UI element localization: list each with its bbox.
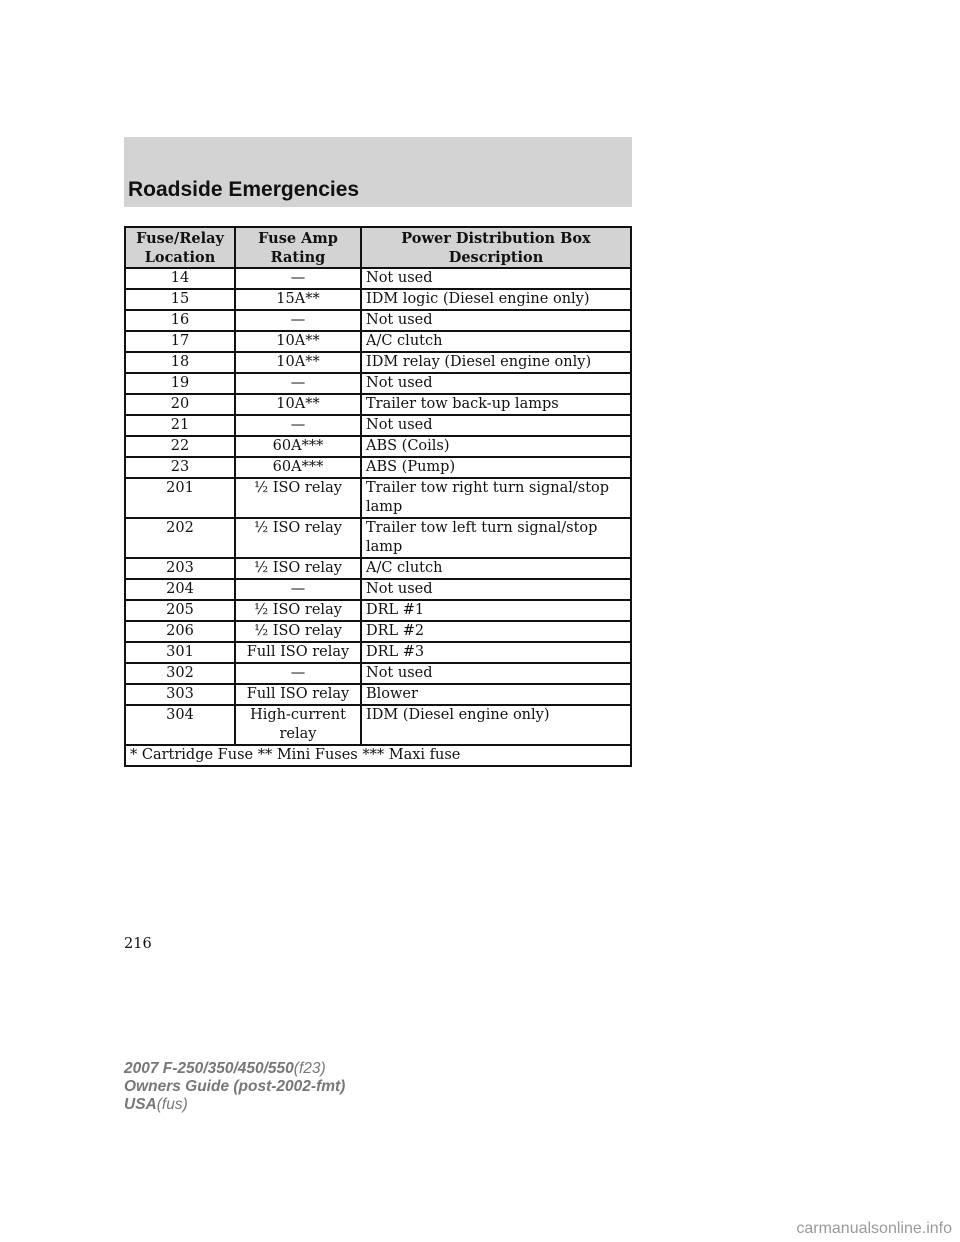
page-number: 216 <box>124 936 152 952</box>
table-row <box>125 415 631 436</box>
cell-description: A/C clutch <box>361 558 631 579</box>
cell-amp-rating: 10A** <box>235 331 361 352</box>
table-row <box>125 478 631 518</box>
table-row <box>125 268 631 289</box>
table-row <box>125 579 631 600</box>
cell-amp-rating: ½ ISO relay <box>235 558 361 579</box>
table-row <box>125 373 631 394</box>
cell-location: 303 <box>125 684 235 705</box>
cell-amp-rating: — <box>235 268 361 289</box>
footer-model-code: (f23) <box>293 1060 326 1077</box>
cell-description: Blower <box>361 684 631 705</box>
table-footnote-row <box>125 745 631 766</box>
table-row <box>125 600 631 621</box>
table-row <box>125 705 631 745</box>
cell-description: Trailer tow back-up lamps <box>361 394 631 415</box>
cell-location: 20 <box>125 394 235 415</box>
cell-amp-rating: Full ISO relay <box>235 642 361 663</box>
document-footer <box>124 1060 345 1114</box>
cell-location: 17 <box>125 331 235 352</box>
cell-description: Not used <box>361 373 631 394</box>
cell-location: 203 <box>125 558 235 579</box>
table-row <box>125 684 631 705</box>
cell-description: Trailer tow right turn signal/stop lamp <box>361 478 631 518</box>
table-row <box>125 558 631 579</box>
cell-location: 204 <box>125 579 235 600</box>
cell-description: DRL #1 <box>361 600 631 621</box>
cell-description: Not used <box>361 268 631 289</box>
table-row <box>125 289 631 310</box>
cell-description: Not used <box>361 310 631 331</box>
cell-description: IDM (Diesel engine only) <box>361 705 631 745</box>
cell-amp-rating: — <box>235 310 361 331</box>
table-header-row <box>125 227 631 268</box>
cell-location: 14 <box>125 268 235 289</box>
table-row <box>125 663 631 684</box>
section-title: Roadside Emergencies <box>128 178 360 201</box>
cell-location: 22 <box>125 436 235 457</box>
cell-description: DRL #3 <box>361 642 631 663</box>
cell-amp-rating: Full ISO relay <box>235 684 361 705</box>
table-row <box>125 352 631 373</box>
table-row <box>125 621 631 642</box>
cell-location: 16 <box>125 310 235 331</box>
table-row <box>125 331 631 352</box>
cell-location: 202 <box>125 518 235 558</box>
cell-location: 15 <box>125 289 235 310</box>
cell-location: 301 <box>125 642 235 663</box>
cell-location: 206 <box>125 621 235 642</box>
cell-location: 205 <box>125 600 235 621</box>
table-row <box>125 457 631 478</box>
footer-model: 2007 F-250/350/450/550 <box>124 1060 294 1077</box>
table-row <box>125 394 631 415</box>
cell-amp-rating: — <box>235 415 361 436</box>
cell-amp-rating: — <box>235 579 361 600</box>
column-header-amp-rating: Fuse Amp Rating <box>235 227 361 268</box>
cell-description: Not used <box>361 415 631 436</box>
table-row <box>125 436 631 457</box>
cell-amp-rating: 60A*** <box>235 457 361 478</box>
cell-amp-rating: ½ ISO relay <box>235 621 361 642</box>
cell-description: IDM logic (Diesel engine only) <box>361 289 631 310</box>
cell-amp-rating: — <box>235 663 361 684</box>
cell-amp-rating: — <box>235 373 361 394</box>
cell-amp-rating: High-current relay <box>235 705 361 745</box>
cell-description: IDM relay (Diesel engine only) <box>361 352 631 373</box>
cell-location: 23 <box>125 457 235 478</box>
cell-description: A/C clutch <box>361 331 631 352</box>
cell-amp-rating: ½ ISO relay <box>235 600 361 621</box>
cell-description: Not used <box>361 663 631 684</box>
watermark: carmanualsonline.info <box>796 1220 952 1237</box>
cell-amp-rating: 60A*** <box>235 436 361 457</box>
cell-description: ABS (Coils) <box>361 436 631 457</box>
cell-location: 201 <box>125 478 235 518</box>
cell-description: ABS (Pump) <box>361 457 631 478</box>
cell-amp-rating: 15A** <box>235 289 361 310</box>
column-header-description: Power Distribution Box Description <box>361 227 631 268</box>
footer-market: USA <box>124 1096 157 1113</box>
column-header-location: Fuse/Relay Location <box>125 227 235 268</box>
cell-location: 302 <box>125 663 235 684</box>
table-footnote: * Cartridge Fuse ** Mini Fuses *** Maxi fuse <box>125 745 631 766</box>
cell-description: DRL #2 <box>361 621 631 642</box>
fuse-table <box>124 226 632 767</box>
cell-description: Not used <box>361 579 631 600</box>
cell-amp-rating: 10A** <box>235 352 361 373</box>
cell-amp-rating: ½ ISO relay <box>235 518 361 558</box>
table-row <box>125 310 631 331</box>
table-row <box>125 642 631 663</box>
section-header-band <box>124 137 632 207</box>
table-row <box>125 518 631 558</box>
cell-location: 21 <box>125 415 235 436</box>
cell-location: 304 <box>125 705 235 745</box>
cell-location: 18 <box>125 352 235 373</box>
cell-location: 19 <box>125 373 235 394</box>
cell-amp-rating: 10A** <box>235 394 361 415</box>
cell-amp-rating: ½ ISO relay <box>235 478 361 518</box>
footer-guide: Owners Guide (post-2002-fmt) <box>124 1078 346 1095</box>
footer-market-code: (fus) <box>156 1096 188 1113</box>
cell-description: Trailer tow left turn signal/stop lamp <box>361 518 631 558</box>
